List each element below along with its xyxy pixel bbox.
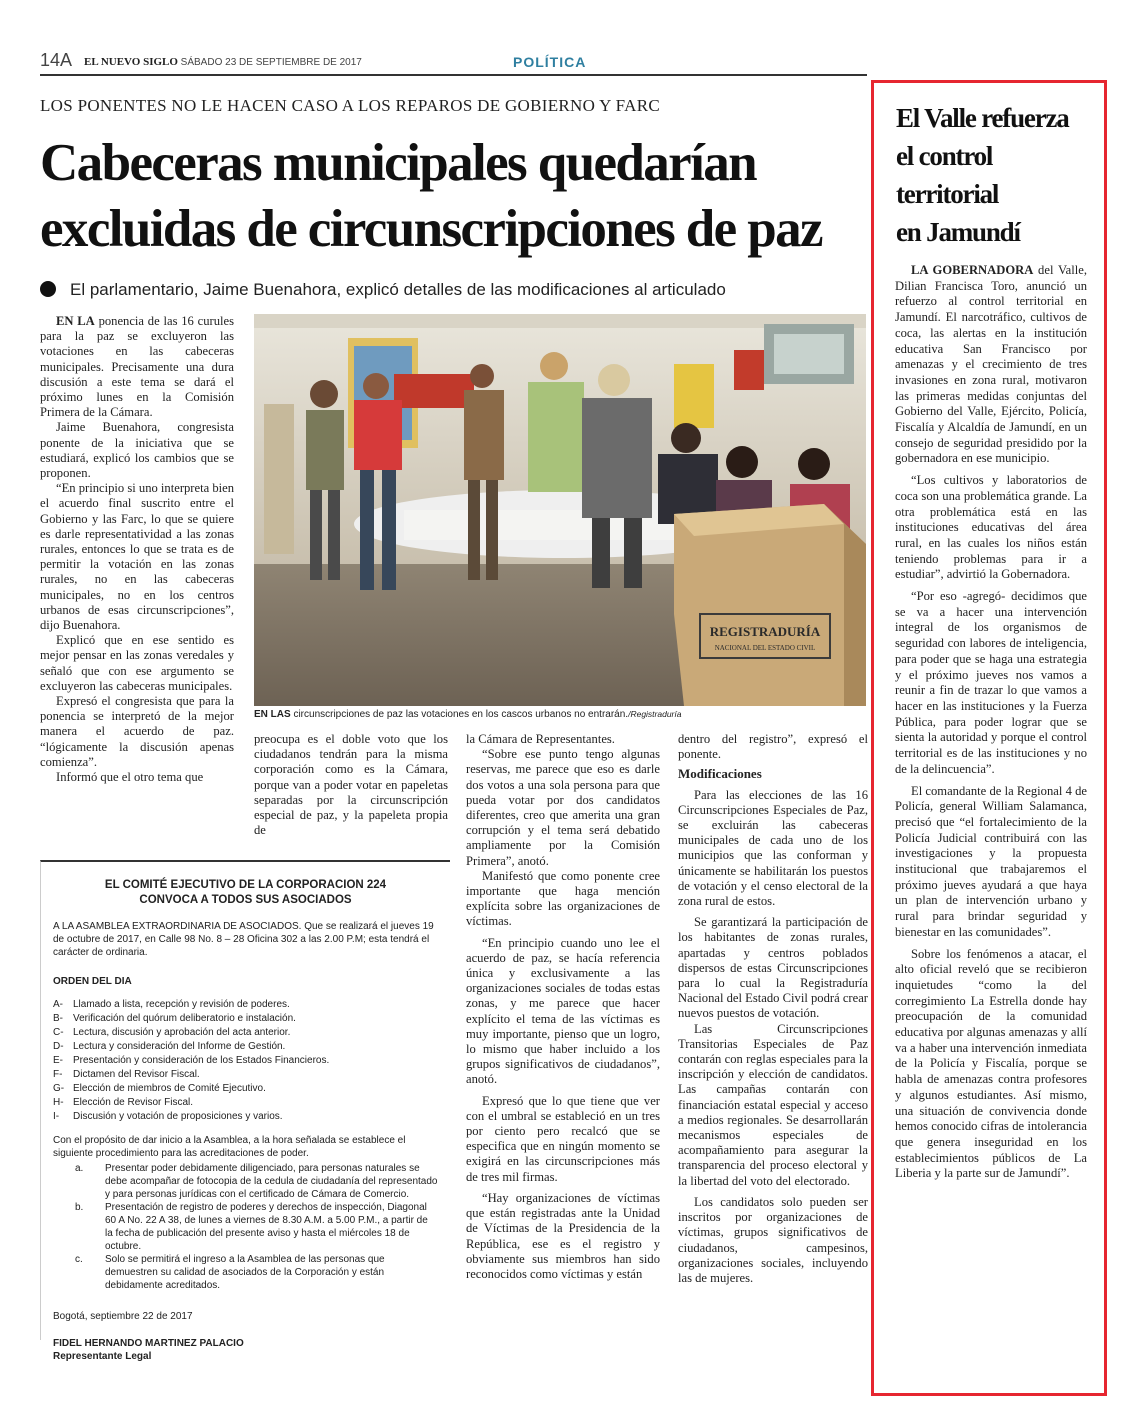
- agenda-item: [53, 1068, 438, 1082]
- subheading: Modificaciones: [678, 766, 762, 782]
- agenda-item: [53, 1110, 438, 1124]
- agenda-text: Presentación y consideración de los Estados Financieros.: [73, 1055, 330, 1066]
- article-column-2: [254, 732, 448, 838]
- photo-caption: [254, 709, 866, 720]
- notice-title: [53, 878, 438, 908]
- agenda-text: Lectura y consideración del Informe de Gestión.: [73, 1041, 286, 1052]
- paragraph: Sobre los fenómenos a atacar, el alto oficial reveló que se recibieron inquietudes “como la del corregimiento La Estrella donde hay preocupación de la comunidad educativa por algunas amenazas y allí va a haber una intervención inmediata de la Policía y Fiscalía, porque se habla de amenazas contra profesores y algunos estudiantes. Así mismo, una situación de convivencia donde hemos conocido cifras de intolerancia que genera inseguridad en los establecimientos públicos de La Liberia y la parte sur de Jamundí”.: [895, 946, 1087, 1181]
- procedure-step: [53, 1201, 438, 1253]
- paragraph: El comandante de la Regional 4 de Policía, general William Salamanca, precisó que “el fortalecimiento de la Policía Judicial contribuirá con las investigaciones y la propuesta institucional que trabajaremos el próximo jueves ayudará a que haya un plan de intervención urbano y rural para brindar seguridad y bienestar en las comunidades”.: [895, 783, 1087, 939]
- notice-title-line: EL COMITÉ EJECUTIVO DE LA CORPORACION 224: [104, 879, 387, 891]
- agenda-marker: A-: [53, 999, 63, 1010]
- agenda-text: Lectura, discusión y aprobación del acta anterior.: [73, 1027, 291, 1038]
- agenda-marker: F-: [53, 1069, 63, 1080]
- section-name: POLÍTICA: [513, 54, 587, 70]
- ballot-box-sublabel: NACIONAL DEL ESTADO CIVIL: [714, 644, 816, 652]
- sidebar-headline-line: en Jamundí: [896, 217, 1020, 247]
- agenda-marker: I-: [53, 1111, 60, 1122]
- article-kicker: LOS PONENTES NO LE HACEN CASO A LOS REPAROS DE GOBIERNO Y FARC: [40, 96, 660, 115]
- paragraph: dentro del registro”, expresó el ponente.: [678, 732, 868, 762]
- paragraph: Se garantizará la participación de los habitantes de zonas rurales, apartadas y centros poblados dispersos de estas Circunscripciones para lo cual la Registraduría Nacional del Estado Civil podrá crear nuevos puestos de votación.: [678, 915, 868, 1021]
- caption-text: circunscripciones de paz las votaciones en los cascos urbanos no entrarán.: [290, 709, 629, 720]
- paragraph-text: del Valle, Dilian Francisca Toro, anunció un refuerzo al control territorial en Jamundí. El narcotráfico, cultivos de coca, las alertas en la institución educativa San Francisco por amenazas y el crecimiento de tres invasiones en zona rural, motivaron las primeras medidas conjuntas del Gobierno del Valle, Ejército, Policía, Fiscalía y Alcaldía de Jamundí, en un consejo de seguridad presidido por la gobernadora en ese municipio.: [895, 263, 1087, 466]
- procedure-step: [53, 1162, 438, 1201]
- paragraph: Expresó que lo que tiene que ver con el umbral se estableció en un tres por ciento pero recalcó que se especifica que en ningún momento se exigirá en las circunscripciones más de tres mil firmas.: [466, 1093, 660, 1184]
- newspaper-name: EL NUEVO SIGLO: [84, 56, 178, 68]
- step-text: Solo se permitirá el ingreso a la Asamblea de las personas que demuestren su calidad de asociados de la Corporación y están debidamente acreditados.: [105, 1254, 385, 1291]
- paragraph: Las Circunscripciones Transitorias Especiales de Paz contarán con reglas especiales para la inscripción y elección de candidatos. Las campañas contarán con financiación estatal especial y acceso a medios regionales. Se desarrollarán mecanismos especiales de acompañamiento para asegurar la transparencia del proceso electoral y la libertad del voto del electorado.: [678, 1021, 868, 1188]
- procedure-steps: [53, 1162, 438, 1292]
- notice-signer: FIDEL HERNANDO MARTINEZ PALACIO: [53, 1338, 244, 1349]
- agenda-item: [53, 1096, 438, 1110]
- article-photo: [254, 314, 866, 706]
- agenda-marker: D-: [53, 1041, 64, 1052]
- agenda-text: Discusión y votación de proposiciones y varios.: [73, 1111, 283, 1122]
- step-marker: c.: [75, 1254, 83, 1265]
- paragraph: Para las elecciones de las 16 Circunscripciones Especiales de Paz, se excluirán las cabeceras municipales de cada uno de los municipios que las conforman y únicamente se habilitarán los puestos de votación y el censo electoral de la zona rural de estos.: [678, 787, 868, 909]
- sidebar-headline-line: territorial: [896, 179, 999, 209]
- agenda-text: Elección de Revisor Fiscal.: [73, 1097, 194, 1108]
- agenda-text: Llamado a lista, recepción y revisión de poderes.: [73, 999, 290, 1010]
- agenda-marker: B-: [53, 1013, 63, 1024]
- paragraph: “Sobre ese punto tengo algunas reservas, me parece que eso es darle dos votos a una sola persona para que pueda votar por dos candidatos diferentes, creo que amerita una gran corrupción y el tema será debatido ampliamente por la Comisión Primera”, anotó.: [466, 747, 660, 868]
- page-header: [40, 50, 867, 76]
- procedure-step: [53, 1253, 438, 1292]
- agenda-text: Elección de miembros de Comité Ejecutivo.: [73, 1083, 266, 1094]
- agenda-item: [53, 1082, 438, 1096]
- ballot-box-label: REGISTRADURÍA: [709, 624, 821, 639]
- paragraph: [40, 314, 234, 420]
- page-number: 14A: [40, 50, 73, 70]
- sidebar-story: [871, 80, 1107, 1396]
- newspaper-masthead: [84, 56, 362, 68]
- agenda-marker: C-: [53, 1027, 64, 1038]
- agenda-item: [53, 1054, 438, 1068]
- agenda-item: [53, 998, 438, 1012]
- paragraph: “En principio cuando uno lee el acuerdo de paz, se hacía referencia única y exclusivamente a las organizaciones sociales de todas estas zonas, y me parece que hacer explícito el tema de las víctimas es muy importante, pienso que un logro, lo mismo que haber incluido a los grupos significativos de ciudadanos”, anotó.: [466, 935, 660, 1087]
- notice-signer-role: Representante Legal: [53, 1351, 152, 1362]
- paragraph: [895, 263, 1087, 467]
- agenda-marker: E-: [53, 1055, 63, 1066]
- issue-date: SÁBADO 23 DE SEPTIEMBRE DE 2017: [180, 57, 362, 68]
- agenda-marker: G-: [53, 1083, 65, 1094]
- bullet-icon: [40, 281, 56, 297]
- agenda-marker: H-: [53, 1097, 64, 1108]
- article-subhead: [40, 280, 867, 300]
- step-text: Presentación de registro de poderes y derechos de inspección, Diagonal 60 A No. 22 A 38, de lunes a viernes de 8.30 A.M. a 5.00 P.M., a partir de la fecha de publicación del presente aviso y hasta el miércoles 18 de octubre.: [105, 1202, 428, 1252]
- lead-in: LA GOBERNADORA: [911, 263, 1034, 277]
- assembly-notice: [40, 860, 450, 1362]
- step-marker: a.: [75, 1163, 84, 1174]
- caption-lead: EN LAS: [254, 709, 291, 720]
- photo-illustration: [254, 314, 866, 706]
- notice-intro: A LA ASAMBLEA EXTRAORDINARIA DE ASOCIADOS. Que se realizará el jueves 19 de octubre de 2017, en Calle 98 No. 8 – 28 Oficina 302 a las 2.00 P.M; esta tendrá el carácter de ordinaria.: [53, 921, 434, 958]
- sidebar-body: [895, 263, 1087, 1182]
- notice-place-date: Bogotá, septiembre 22 de 2017: [53, 1311, 193, 1322]
- paragraph-text: ponencia de las 16 curules para la paz se excluyeron las votaciones en las cabeceras municipales. Precisamente una dura discusión a este tema se dará el próximo lunes en la Comisión Primera de la Cámara.: [40, 314, 234, 420]
- paragraph: Manifestó que como ponente cree importante que haga mención explícita sobre las organizaciones de víctimas.: [466, 868, 660, 929]
- photo-credit: /Registraduría: [628, 709, 682, 719]
- paragraph: Jaime Buenahora, congresista ponente de la iniciativa que se estudiará, explicó los cambios que se proponen.: [40, 420, 234, 481]
- paragraph: la Cámara de Representantes.: [466, 732, 615, 746]
- article-column-1: [40, 314, 234, 785]
- notice-title-line: CONVOCA A TODOS SUS ASOCIADOS: [139, 894, 352, 906]
- step-text: Presentar poder debidamente diligenciado, para personas naturales se debe acompañar de fotocopia de la cedula de ciudadanía del representado y para personas jurídicas con el certificado de Cámara de Comercio.: [105, 1163, 438, 1200]
- sidebar-headline-line: el control: [896, 141, 993, 171]
- lead-in: EN LA: [56, 314, 95, 328]
- agenda-title: ORDEN DEL DIA: [53, 976, 132, 987]
- article-column-3: [466, 732, 660, 1282]
- agenda-item: [53, 1040, 438, 1054]
- agenda-text: Dictamen del Revisor Fiscal.: [73, 1069, 200, 1080]
- agenda-item: [53, 1026, 438, 1040]
- paragraph: Expresó el congresista que para la ponencia se interpretó de la mejor manera el acuerdo de paz. “lógicamente la discusión apenas comienza”.: [40, 694, 234, 769]
- paragraph: preocupa es el doble voto que los ciudadanos tendrán para la misma corporación como es la Cámara, porque van a poder votar en papeletas separadas por la circunscripción especial de paz, y la papeleta propia de: [254, 732, 448, 838]
- paragraph: “Hay organizaciones de víctimas que están registradas ante la Unidad de Víctimas de la Presidencia de la República, ese es el registro y obviamente sus miembros han sido reconocidos como víctimas y están: [466, 1190, 660, 1281]
- sidebar-headline: [896, 99, 1102, 251]
- subhead-text: El parlamentario, Jaime Buenahora, explicó detalles de las modificaciones al articulado: [70, 280, 726, 299]
- procedure-text: Con el propósito de dar inicio a la Asamblea, a la hora señalada se establece el siguiente procedimiento para las acreditaciones de poder.: [53, 1135, 406, 1159]
- paragraph: “Por eso -agregó- decidimos que se va a hacer una intervención integral de los organismos de seguridad con labores de inteligencia, para poder que se haga una estrategia y el próximo jueves nos vamos a reunir a fin de trazar lo que vamos a hacer en las instituciones y la Fuerza Pública, para poder lograr que se sienta la autoridad y porque el control territorial es de las instituciones y no de la delincuencia”.: [895, 589, 1087, 776]
- step-marker: b.: [75, 1202, 84, 1213]
- paragraph: Informó que el otro tema que: [56, 770, 204, 785]
- paragraph: “Los cultivos y laboratorios de coca son una problemática grande. La otra problemática está en las instituciones educativas del área rural, en las cuales los niños están teniendo problemas para ir a estudiar”, advirtió la Gobernadora.: [895, 473, 1087, 582]
- agenda-list: [53, 998, 438, 1124]
- paragraph: Explicó que en ese sentido es mejor pensar en las zonas veredales y señaló que con ese argumento se excluyeron las cabeceras municipales.: [40, 633, 234, 693]
- paragraph: Los candidatos solo pueden ser inscritos por organizaciones de víctimas, grupos significativos de ciudadanos, campesinos, organizaciones sociales, incluyendo las de mujeres.: [678, 1194, 868, 1285]
- article-column-4: [678, 732, 868, 1286]
- paragraph: “En principio si uno interpreta bien el acuerdo final suscrito entre el Gobierno y las Farc, lo que se quiere es darle representatividad a las zonas rurales, entonces lo que se trata es de permitir la votación en las zonas rurales, no en las cabeceras municipales, no en los centros urbanos de esas circunscripciones”, dijo Buenahora.: [40, 481, 235, 633]
- sidebar-headline-line: El Valle refuerza: [896, 103, 1069, 133]
- article-headline: Cabeceras municipales quedarían excluidas de circunscripciones de paz: [40, 134, 822, 258]
- agenda-item: [53, 1012, 438, 1026]
- agenda-text: Verificación del quórum deliberatorio e instalación.: [73, 1013, 296, 1024]
